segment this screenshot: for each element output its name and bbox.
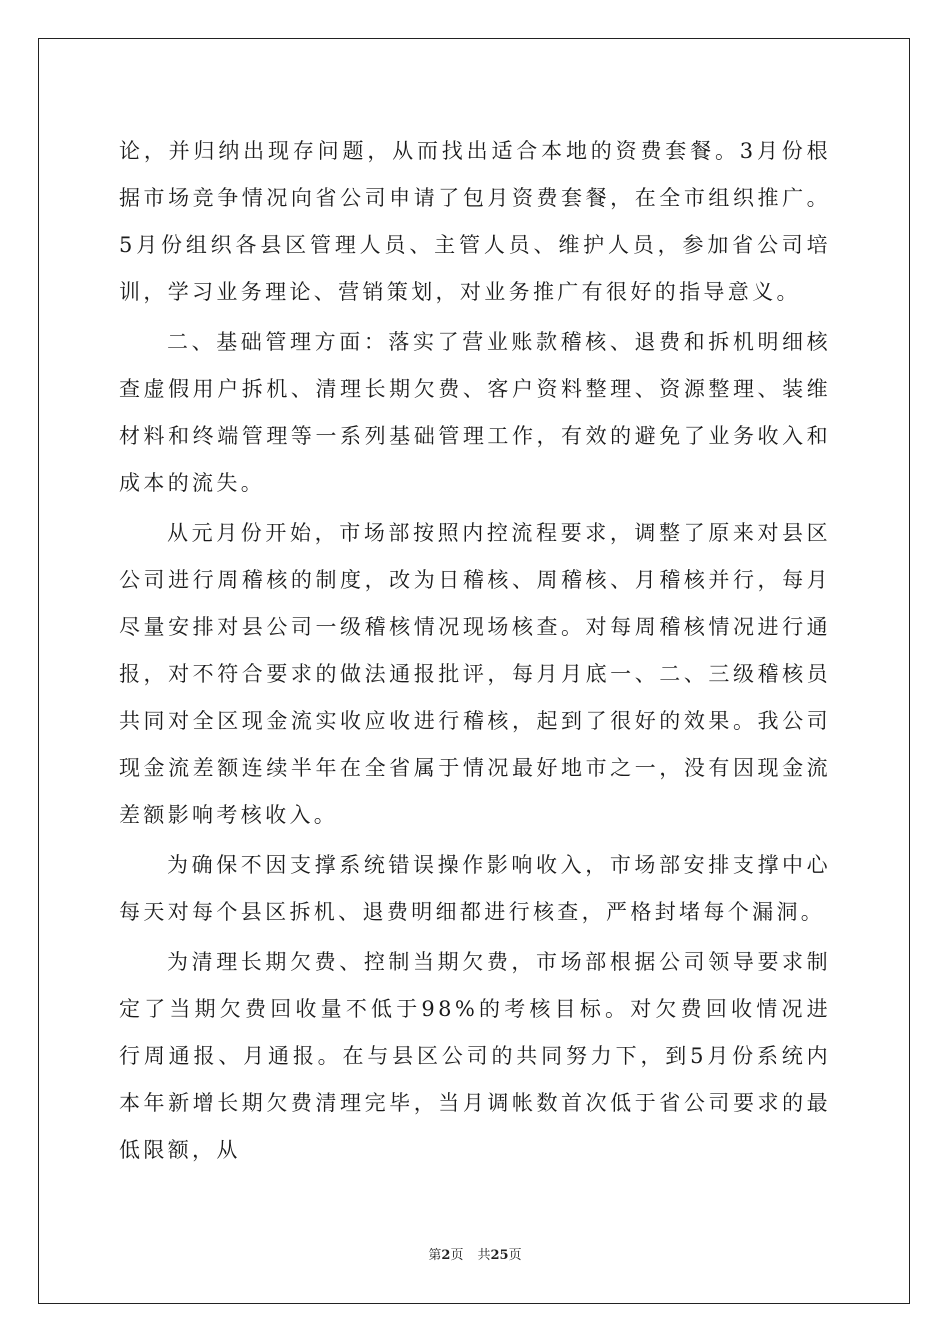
paragraph-2: 二、基础管理方面：落实了营业账款稽核、退费和拆机明细核查虚假用户拆机、清理长期欠费、客户资料整理、资源整理、装维材料和终端管理等一系列基础管理工作，有效的避免了业务收入和成本的流失。 bbox=[119, 330, 831, 495]
paragraph-1: 论，并归纳出现存问题，从而找出适合本地的资费套餐。3月份根据市场竞争情况向省公司申请了包月资费套餐，在全市组织推广。5月份组织各县区管理人员、主管人员、维护人员，参加省公司培训，学习业务理论、营销策划，对业务推广有很好的指导意义。 bbox=[119, 139, 831, 304]
total-page-count: 25 bbox=[490, 1248, 509, 1263]
page-prefix: 第 bbox=[428, 1248, 442, 1263]
paragraph-3: 从元月份开始，市场部按照内控流程要求，调整了原来对县区公司进行周稽核的制度，改为日稽核、周稽核、月稽核并行，每月尽量安排对县公司一级稽核情况现场核查。对每周稽核情况进行通报，对不符合要求的做法通报批评，每月月底一、二、三级稽核员共同对全区现金流实收应收进行稽核，起到了很好的效果。我公司现金流差额连续半年在全省属于情况最好地市之一，没有因现金流差额影响考核收入。 bbox=[119, 521, 831, 827]
current-page-number: 2 bbox=[441, 1248, 451, 1263]
page-footer bbox=[0, 1244, 950, 1263]
total-prefix: 共 bbox=[477, 1248, 491, 1263]
total-unit: 页 bbox=[508, 1248, 522, 1263]
paragraph-4: 为确保不因支撑系统错误操作影响收入，市场部安排支撑中心每天对每个县区拆机、退费明细都进行核查，严格封堵每个漏洞。 bbox=[119, 853, 831, 924]
document-body bbox=[119, 128, 831, 1174]
paragraph-5: 为清理长期欠费、控制当期欠费，市场部根据公司领导要求制定了当期欠费回收量不低于98%的考核目标。对欠费回收情况进行周通报、月通报。在与县区公司的共同努力下，到5月份系统内本年新增长期欠费清理完毕，当月调帐数首次低于省公司要求的最低限额，从 bbox=[119, 950, 831, 1162]
page-unit: 页 bbox=[450, 1248, 464, 1263]
